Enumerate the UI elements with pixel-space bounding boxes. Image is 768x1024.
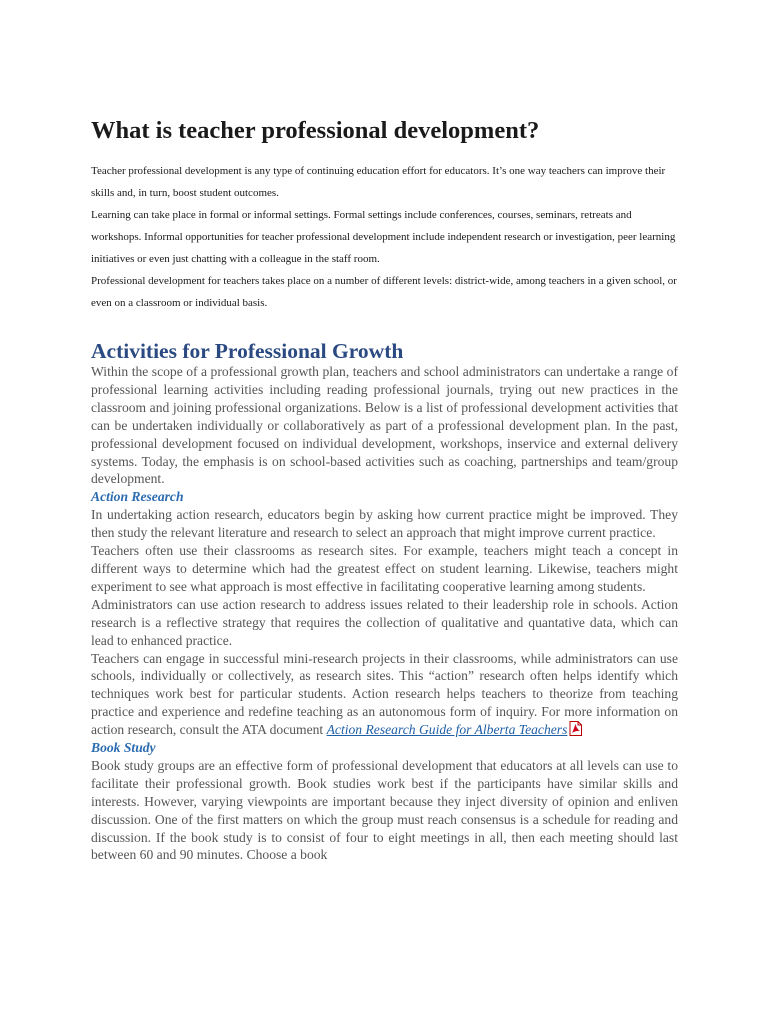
page-title: What is teacher professional development? <box>91 117 540 144</box>
activities-heading: Activities for Professional Growth <box>91 339 404 363</box>
action-research-heading: Action Research <box>91 489 184 505</box>
intro-section <box>91 160 678 314</box>
intro-paragraph-2: Learning can take place in formal or informal settings. Formal settings include conferences, courses, seminars, retreats and workshops. Informal opportunities for teacher professional development include independent research or investigation, peer learning initiatives or even just chatting with a colleague in the staff room. <box>91 209 676 265</box>
pdf-icon[interactable] <box>569 721 582 736</box>
book-study-heading: Book Study <box>91 740 156 756</box>
book-study-paragraph: Book study groups are an effective form of professional development that educators at all levels can use to facilitate their professional growth. Book studies work best if the participants have similar skills and interests. However, varying viewpoints are important because they inject diversity of opinion and enliven discussion. One of the first matters on which the group must reach consensus is a schedule for reading and discussion. If the book study is to consist of four to eight meetings in all, then each meeting should last between 60 and 90 minutes. Choose a book <box>91 757 678 863</box>
action-research-paragraph-4 <box>91 650 678 740</box>
action-research-paragraph-4-text: Teachers can engage in successful mini-research projects in their classrooms, while administrators can use schools, individually or collectively, as research sites. This “action” research often helps identify which techniques work best for particular students. Action research helps teachers to theorize from teaching practice and experience and redefine teaching as an autonomous form of inquiry. For more information on action research, consult the ATA document <box>91 650 678 738</box>
activities-paragraph: Within the scope of a professional growth plan, teachers and school administrators can undertake a range of professional learning activities including reading professional journals, trying out new practices in the classroom and joining professional organizations. Below is a list of professional development activities that can be undertaken individually or collaboratively as part of a professional development plan. In the past, professional development focused on individual development, workshops, inservice and external delivery systems. Today, the emphasis is on school-based activities such as coaching, partnerships and team/group development. <box>91 364 678 487</box>
action-research-guide-link[interactable]: Action Research Guide for Alberta Teachers <box>326 722 568 738</box>
action-research-paragraph-3: Administrators can use action research to address issues related to their leadership role in schools. Action research is a reflective strategy that requires the collection of qualitative and quantative data, which can lead to enhanced practice. <box>91 596 678 648</box>
action-research-paragraph-1: In undertaking action research, educators begin by asking how current practice might be improved. They then study the relevant literature and research to select an approach that might improve current practice. <box>91 507 678 541</box>
body-section <box>91 363 678 864</box>
intro-paragraph-1: Teacher professional development is any type of continuing education effort for educators. It’s one way teachers can improve their skills and, in turn, boost student outcomes. <box>91 165 666 199</box>
action-research-paragraph-2: Teachers often use their classrooms as research sites. For example, teachers might teach a concept in different ways to determine which had the greatest effect on student learning. Likewise, teachers might experiment to see what approach is most effective in facilitating cooperative learning among students. <box>91 543 678 594</box>
intro-paragraph-3: Professional development for teachers takes place on a number of different levels: district-wide, among teachers in a given school, or even on a classroom or individual basis. <box>91 275 677 309</box>
